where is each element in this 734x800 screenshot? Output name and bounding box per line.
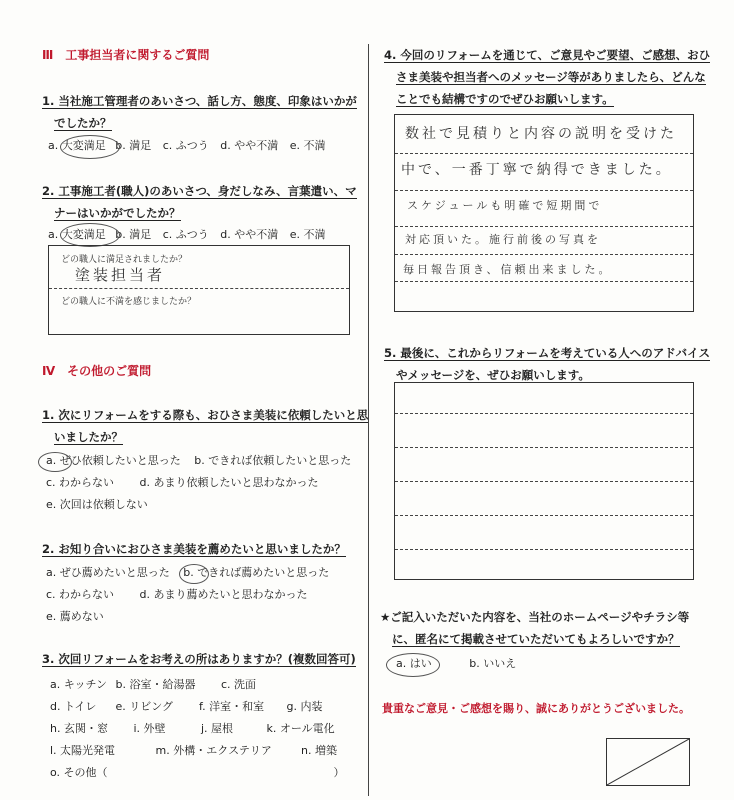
q3-2-option-b[interactable]: b. 満足 bbox=[115, 228, 152, 241]
selected-circle bbox=[60, 223, 120, 247]
q4-3-line1: 3. 次回リフォームをお考えの所はありますか？(複数回答可) bbox=[42, 652, 356, 666]
answer-line-1: 数社で見積りと内容の説明を受けた bbox=[405, 126, 677, 142]
permission-options bbox=[396, 656, 516, 672]
q4-3-option-b[interactable]: b. 浴室・給湯器 bbox=[115, 678, 196, 691]
q4-message-line1: 4. 今回のリフォームを通じて、ご意見やご要望、ご感想、おひ bbox=[384, 48, 711, 62]
q4-3-option-n[interactable]: n. 増築 bbox=[301, 744, 337, 757]
q4-message-line3: ことでも結構ですのでぜひお願いします。 bbox=[396, 92, 614, 106]
q4-3-option-a[interactable]: a. キッチン bbox=[50, 678, 107, 691]
q4-2-option-b[interactable]: b. できれば薦めたいと思った bbox=[183, 566, 329, 579]
q4-1-line1: 1. 次にリフォームをする際も、おひさま美装に依頼したいと思 bbox=[42, 408, 369, 422]
dashed-line bbox=[395, 153, 693, 154]
selected-circle bbox=[386, 653, 440, 677]
selected-circle bbox=[179, 564, 209, 584]
q5-answer-box[interactable] bbox=[394, 382, 694, 580]
q4-3-option-h[interactable]: h. 玄関・窓 bbox=[50, 722, 108, 735]
q4-2-line1: 2. お知り合いにおひさま美装を薦めたいと思いましたか？ bbox=[42, 542, 346, 556]
selected-circle bbox=[60, 135, 120, 159]
q3-1-option-d[interactable]: d. やや不満 bbox=[220, 139, 279, 152]
dashed-line bbox=[395, 447, 693, 448]
q3-2-option-e[interactable]: e. 不満 bbox=[289, 228, 326, 241]
q4-3-option-o[interactable]: o. その他（ bbox=[50, 766, 108, 779]
q4-2-option-c[interactable]: c. わからない bbox=[46, 588, 115, 601]
craftsman-feedback-box bbox=[48, 245, 350, 335]
q4-3-option-e[interactable]: e. リビング bbox=[115, 700, 174, 713]
q3-1-option-b[interactable]: b. 満足 bbox=[115, 139, 152, 152]
q4-3-option-l[interactable]: l. 太陽光発電 bbox=[50, 744, 116, 757]
permission-line1: ★ご記入いただいた内容を、当社のホームページやチラシ等 bbox=[380, 610, 690, 624]
selected-circle bbox=[38, 452, 72, 472]
dashed-line bbox=[395, 281, 693, 282]
dashed-line bbox=[395, 515, 693, 516]
q4-3-option-k[interactable]: k. オール電化 bbox=[266, 722, 335, 735]
permission-line2: に、匿名にて掲載させていただいてもよろしいですか？ bbox=[392, 632, 680, 646]
q4-3-option-g[interactable]: g. 内装 bbox=[286, 700, 323, 713]
q3-2-option-d[interactable]: d. やや不満 bbox=[220, 228, 279, 241]
q4-1-option-b[interactable]: b. できれば依頼したいと思った bbox=[194, 454, 352, 467]
answer-line-5: 毎日報告頂き、信頼出来ました。 bbox=[403, 263, 613, 276]
q5-line2: やメッセージを、ぜひお願いします。 bbox=[396, 368, 590, 382]
permission-option-no[interactable]: b. いいえ bbox=[469, 657, 517, 670]
q3-1-option-c[interactable]: c. ふつう bbox=[162, 139, 209, 152]
q4-3-option-m[interactable]: m. 外構・エクステリア bbox=[155, 744, 272, 757]
dashed-line bbox=[395, 481, 693, 482]
q4-message-question bbox=[384, 44, 710, 110]
q4-1-line2: いましたか？ bbox=[54, 430, 123, 444]
q4-message-line2: さま美装や担当者へのメッセージ等がありましたら、どんな bbox=[396, 70, 706, 84]
q3-2-question bbox=[42, 180, 357, 224]
dashed-line bbox=[395, 190, 693, 191]
q4-2-option-a[interactable]: a. ぜひ薦めたいと思った bbox=[46, 566, 170, 579]
q3-1-option-a[interactable]: a. 大変満足 bbox=[48, 139, 106, 152]
q4-3-question bbox=[42, 648, 356, 670]
q5-question bbox=[384, 342, 710, 386]
q3-2-option-c[interactable]: c. ふつう bbox=[162, 228, 209, 241]
dashed-line bbox=[395, 413, 693, 414]
q4-3-option-d[interactable]: d. トイレ bbox=[50, 700, 97, 713]
answer-line-3: スケジュールも明確で短期間で bbox=[407, 199, 603, 212]
q4-1-option-d[interactable]: d. あまり依頼したいと思わなかった bbox=[139, 476, 319, 489]
q4-1-option-c[interactable]: c. わからない bbox=[46, 476, 115, 489]
q3-2-option-a[interactable]: a. 大変満足 bbox=[48, 228, 106, 241]
dashed-line bbox=[395, 254, 693, 255]
stamp-box bbox=[606, 738, 690, 786]
q4-message-answer-box[interactable] bbox=[394, 114, 694, 312]
q5-line1: 5. 最後に、これからリフォームを考えている人へのアドバイス bbox=[384, 346, 710, 360]
q4-2-options bbox=[46, 562, 329, 628]
diagonal-slash-icon bbox=[607, 739, 689, 785]
dashed-line bbox=[395, 226, 693, 227]
q4-3-option-c[interactable]: c. 洗面 bbox=[221, 678, 257, 691]
q3-1-options bbox=[48, 138, 326, 154]
answer-line-2: 中で、一番丁寧で納得できました。 bbox=[401, 162, 673, 178]
q4-3-option-o-close: ） bbox=[333, 766, 345, 779]
q3-1-option-e[interactable]: e. 不満 bbox=[289, 139, 326, 152]
q4-3-option-i[interactable]: i. 外壁 bbox=[133, 722, 166, 735]
q3-2-options bbox=[48, 227, 326, 243]
dissatisfied-label: どの職人に不満を感じましたか？ bbox=[61, 297, 197, 307]
q4-2-option-e[interactable]: e. 薦めない bbox=[46, 610, 104, 623]
dashed-divider bbox=[49, 288, 349, 289]
q3-2-line2: ナーはいかがでしたか？ bbox=[54, 206, 181, 220]
satisfied-answer[interactable]: 塗装担当者 bbox=[75, 266, 166, 284]
q4-3-options bbox=[50, 674, 360, 784]
q3-1-line2: でしたか？ bbox=[54, 116, 112, 130]
q3-2-line1: 2. 工事施工者(職人)のあいさつ、身だしなみ、言葉遣い、マ bbox=[42, 184, 357, 198]
q4-1-options bbox=[46, 450, 351, 516]
section3-title: Ⅲ 工事担当者に関するご質問 bbox=[42, 48, 210, 62]
q4-1-option-a[interactable]: a. ぜひ依頼したいと思った bbox=[46, 454, 181, 467]
q3-1-line1: 1. 当社施工管理者のあいさつ、話し方、態度、印象はいかが bbox=[42, 94, 357, 108]
permission-option-yes[interactable]: a. はい bbox=[396, 657, 432, 670]
thanks-message: 貴重なご意見・ご感想を賜り、誠にありがとうございました。 bbox=[382, 702, 690, 715]
answer-line-4: 対応頂いた。施行前後の写真を bbox=[405, 233, 601, 246]
dashed-line bbox=[395, 549, 693, 550]
satisfied-label: どの職人に満足されましたか？ bbox=[61, 255, 188, 265]
q4-3-option-j[interactable]: j. 屋根 bbox=[201, 722, 234, 735]
section4-title: Ⅳ その他のご質問 bbox=[42, 364, 152, 378]
q4-3-option-f[interactable]: f. 洋室・和室 bbox=[199, 700, 265, 713]
q4-1-option-e[interactable]: e. 次回は依頼しない bbox=[46, 498, 148, 511]
q4-1-question bbox=[42, 404, 368, 448]
q3-1-question bbox=[42, 90, 357, 134]
permission-question bbox=[380, 606, 689, 650]
q4-2-question bbox=[42, 538, 346, 560]
q4-2-option-d[interactable]: d. あまり薦めたいと思わなかった bbox=[139, 588, 308, 601]
